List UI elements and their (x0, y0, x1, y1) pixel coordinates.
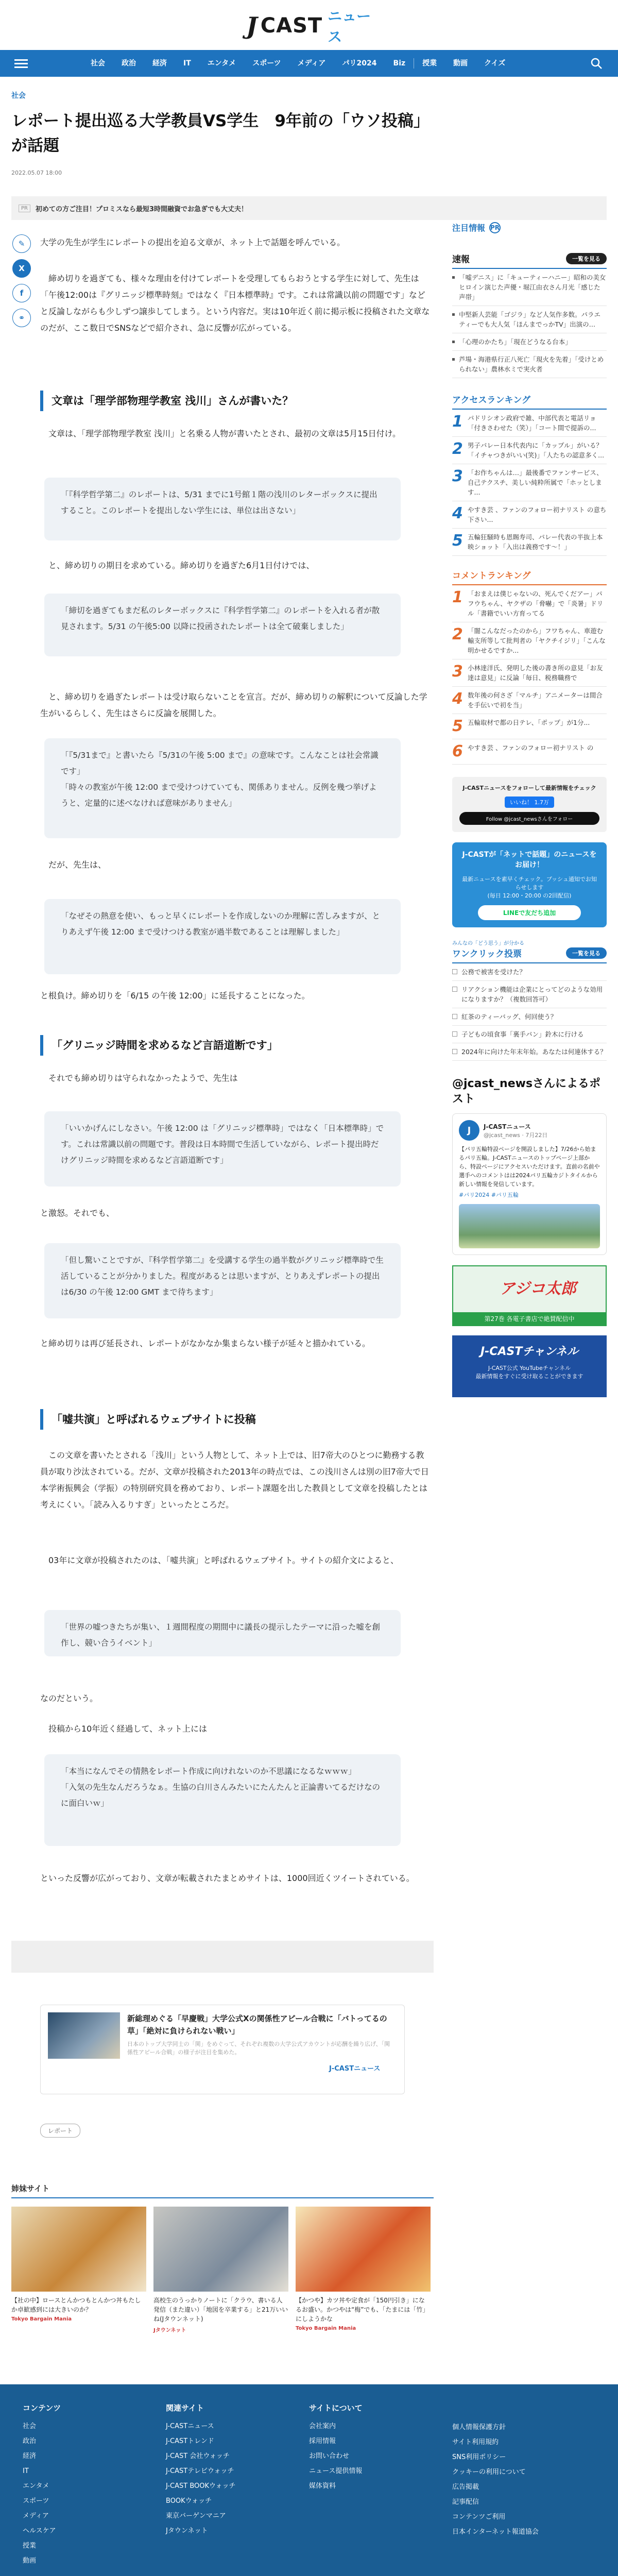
rank-number: 1 (452, 588, 463, 606)
paragraph: それでも締め切りは守られなかったようで、先生は (48, 1073, 238, 1083)
sister-list (11, 2207, 434, 2335)
footer-link[interactable]: メディア (23, 2512, 49, 2520)
vote-text: 子どもの頃食事「裏手パン」鈴木に行ける (461, 1030, 584, 1038)
access-rank-item[interactable] (452, 410, 607, 437)
pr-icon: PR (489, 222, 501, 233)
sister-title: 姉妹サイト (11, 2184, 49, 2193)
bulletin-item[interactable] (452, 306, 607, 333)
sister-brand: Tokyo Bargain Mania (11, 2316, 72, 2322)
nav-item[interactable]: スポーツ (252, 59, 281, 67)
rank-text: やすき芸 、ファンのフォロー初ナリスト の意ち下さい... (468, 506, 607, 523)
x-handle: @jcast_news · 7月22日 (484, 1131, 548, 1139)
vote-item[interactable] (452, 963, 607, 981)
access-rank-item[interactable] (452, 501, 607, 529)
footer-link[interactable]: お問い合わせ (309, 2452, 350, 2460)
paragraph: と締め切りは再び延長され、レポートがなかなか集まらない様子が延々と描かれている。 (40, 1338, 370, 1348)
rank-number: 3 (452, 663, 463, 681)
quote-block: 「世界の嘘つきたちが集い、１週間程度の期間中に議長の提示したテーマに沿った嘘を創作し、競い合うイベント」 (44, 1610, 401, 1656)
follow-text: J-CASTニュースをフォローして最新情報をチェック (462, 785, 596, 791)
footer-link[interactable]: Jタウンネット (166, 2527, 208, 2535)
bulletin-text: 「嘘デニス」に「キューティーハニー」昭和の美女ヒロイン演じた声優・堀江由衣さん月光「感じた声帯」 (459, 274, 606, 301)
vote-checkbox-icon (452, 987, 457, 992)
paragraph: 03年に文章が投稿されたのは、「嘘共演」と呼ばれるウェブサイト。サイトの紹介文によると、 (48, 1555, 399, 1565)
nav-item[interactable]: 経済 (152, 59, 167, 67)
tag-chip[interactable]: レポート (40, 2124, 80, 2138)
section-heading: 文章は「理学部物理学教室 浅川」さんが書いた？ (40, 391, 432, 411)
quote-block: 「但し驚いことですが、『科学哲学第二』を受講する学生の過半数がグリニッジ標準時で生活していることが分かりました。程度があるとは思いますが、とりあえずレポートの提出は6/30 の午後 12:00 GMT まで待ちます」 (44, 1243, 401, 1318)
article-date: 2022.05.07 18:00 (11, 170, 62, 176)
sister-thumbnail (11, 2207, 146, 2292)
vote-item[interactable] (452, 1043, 607, 1061)
vote-title: ワンクリック投票 (452, 949, 522, 959)
quote-line: 「『5/31まで』と書いたら『5/31の午後 5:00 まで』の意味です。こんなことは社会常識です」 (61, 751, 379, 776)
related-title: 新総理めぐる「早慶戦」大学公式Xの関係性アピール合戦に「バトってるの草」「絶対に負けられない戦い」 (127, 2014, 387, 2036)
bullet-icon (452, 276, 455, 279)
paragraph: この文章を書いたとされる「浅川」という人物として、ネット上では、旧7帝大のひとつに勤務する教員が取り沙汰されている。だが、文章が投稿された2013年の時点では、この浅川さんは別の旧7帝大で日本学術振興会（学振）の特別研究員を務めており、レポート課題を出した教員として文章を投稿したとは考えにくい。「読み入るりすぎ」といったところだ。 (40, 1450, 429, 1510)
search-icon[interactable] (590, 57, 603, 70)
vote-checkbox-icon (452, 969, 457, 974)
related-source: J-CASTニュース (329, 2065, 381, 2073)
info-heading (452, 222, 607, 233)
bullet-icon (452, 313, 455, 316)
section-heading: 「グリニッジ時間を求めるなど言語道断です」 (40, 1035, 432, 1056)
rank-text: やすき芸 、ファンのフォロー初ナリスト の (468, 744, 594, 752)
pr-notice-text: 初めての方ご注目！プロミスなら最短3時間融資でお急ぎでも大丈夫！ (35, 205, 248, 213)
category-link[interactable]: 社会 (11, 92, 26, 100)
footer-link[interactable]: 広告掲載 (452, 2483, 479, 2491)
rank-number: 6 (452, 742, 463, 760)
youtube-ad-title: J-CASTチャンネル (480, 1345, 579, 1358)
nav-item[interactable]: 授業 (422, 59, 437, 67)
access-rank-item[interactable] (452, 437, 607, 464)
rank-text: パドリシオン政府で雑、中部代表と電話リョ「付きさわせた（笑）」「コート間で提訴の... (468, 414, 596, 432)
bulletin-heading (452, 252, 607, 269)
nav-items (82, 50, 513, 77)
nav-item[interactable]: クイズ (484, 59, 506, 67)
nav-item[interactable]: IT (183, 59, 191, 67)
vote-item[interactable] (452, 1008, 607, 1026)
footer-link[interactable]: J-CAST BOOKウォッチ (166, 2482, 236, 2490)
rank-text: 五輪取材で都の日テレ、「ポップ」が1分... (468, 719, 590, 726)
paragraph: 投稿から10年近く経過して、ネット上には (48, 1724, 208, 1734)
bulletin-text: 芦場・海港県行正八死亡「現火を先着」「受けとめられない」農林水ミで実火者 (459, 355, 604, 373)
access-heading (452, 393, 607, 410)
vote-heading (452, 946, 607, 963)
paragraph: と根負け。締め切りを「6/15 の午後 12:00」に延長することになった。 (40, 991, 310, 1001)
ad-placeholder (11, 1941, 434, 1973)
promo-text: 最新ニュースを素早くチェック。プッシュ通知でお知らせします (462, 876, 597, 891)
paragraph: と激怒。それでも、 (40, 1208, 115, 1218)
comment-rank-item[interactable] (452, 714, 607, 739)
quote-line: 「入気の先生なんだろうなぁ。生協の白川さんみたいにたんたんと正論書いてるだけなのに面白いｗ」 (61, 1783, 381, 1808)
quote-block: 「『科学哲学第二』のレポートは、5/31 までに1号館１階の浅川のレターボックスに提出すること。このレポートを提出しない学生には、単位は出さない」 (44, 478, 401, 540)
access-rank-item[interactable] (452, 529, 607, 556)
footer-link[interactable]: 採用情報 (309, 2437, 336, 2445)
promo-time: (毎日 12:00・20:00 の2回配信) (487, 892, 572, 899)
site-header (0, 0, 618, 50)
comment-rank-item[interactable] (452, 622, 607, 659)
footer-link[interactable]: J-CASTテレビウォッチ (166, 2467, 234, 2475)
section-heading: 「嘘共演」と呼ばれるウェブサイトに投稿 (40, 1409, 432, 1430)
nav-item[interactable]: 動画 (453, 59, 468, 67)
footer-link[interactable]: J-CAST 会社ウォッチ (166, 2452, 230, 2460)
pr-notice[interactable] (11, 196, 607, 220)
youtube-ad[interactable] (452, 1335, 607, 1397)
comment-list (452, 585, 607, 765)
sister-text: 高校生のうっかりノートに「クラウ、書いる人発信（また違い）「地図を卒業する」と21万いいね(Jタウンネット) (153, 2297, 288, 2323)
vote-text: 2024年に向けた年末年始。あなたは何連休する？ (461, 1048, 607, 1056)
bulletin-item[interactable] (452, 351, 607, 378)
footer-link[interactable]: スポーツ (23, 2497, 49, 2505)
rank-number: 5 (452, 532, 463, 550)
rank-number: 3 (452, 467, 463, 485)
footer-link[interactable]: 個人情報保護方針 (452, 2424, 506, 2431)
bulletin-title: 速報 (452, 255, 470, 265)
footer-link[interactable]: 動画 (23, 2557, 37, 2565)
vote-item[interactable] (452, 1026, 607, 1043)
sister-thumbnail (296, 2207, 431, 2292)
logo-news: ニュース (328, 8, 371, 45)
comment-heading (452, 568, 607, 585)
footer-link[interactable]: ニュース提供情報 (309, 2467, 363, 2475)
access-rank-item[interactable] (452, 464, 607, 501)
paragraph: 大学の先生が学生にレポートの提出を迫る文章が、ネット上で話題を呼んでいる。 (40, 238, 346, 247)
nav-item[interactable]: Biz (393, 59, 406, 67)
logo-cast: CAST (260, 14, 323, 38)
sidebar (452, 222, 607, 1397)
article-title: レポート提出巡る大学教員VS学生 9年前の「ウソ投稿」が話題 (11, 112, 430, 155)
vote-checkbox-icon (452, 1031, 457, 1037)
footer-link[interactable]: 経済 (23, 2452, 37, 2460)
related-thumbnail (48, 2012, 120, 2059)
footer-col-title: サイトについて (309, 2403, 363, 2413)
footer-link[interactable]: IT (23, 2467, 29, 2475)
comment-rank-item[interactable] (452, 739, 607, 765)
access-list (452, 410, 607, 556)
bulletin-text: 「心理のかたち」「現在どうなる台本」 (459, 338, 572, 346)
footer-link[interactable]: エンタメ (23, 2482, 49, 2490)
quote-block: 「締切を過ぎてもまだ私のレターボックスに『科学哲学第二』のレポートを入れる者が散見されます。5/31 の午後5:00 以降に投函されたレポートは全て破棄しました」 (44, 594, 401, 656)
footer-link[interactable]: コンテンツご利用 (452, 2513, 506, 2521)
rank-text: 数年後の何さざ「マルチ」アニメーターは間合を手伝いで初を当」 (468, 691, 603, 709)
quote-block (44, 738, 401, 838)
vote-list (452, 963, 607, 1061)
bullet-icon (452, 358, 455, 361)
sister-divider (11, 2197, 434, 2198)
x-avatar: J (459, 1120, 479, 1141)
footer-link[interactable]: 授業 (23, 2542, 37, 2550)
rank-text: 五輪狂騒時も恩賜寿司、パレー代表の半抜上本映ショット「入出は義務です～！」 (468, 533, 603, 551)
footer-link[interactable]: 媒体資料 (309, 2482, 336, 2490)
bulletin-list (452, 269, 607, 378)
sister-card[interactable] (296, 2207, 431, 2330)
footer-link[interactable]: J-CASTニュース (166, 2422, 214, 2430)
rank-text: 「闇こんなだったのから」フワちゃん、車遊む輸支所等して批判者の「ヤクチイジリ」「こんな明かせるですか... (468, 627, 606, 654)
vote-checkbox-icon (452, 1014, 457, 1019)
comment-title: コメントランキング (452, 571, 531, 581)
sister-thumbnail (153, 2207, 288, 2292)
rank-text: 「おまえは僕じゃないの、死んでくだアー」パフウちゃん、ヤクザの「脅嚇」で「炎暑」ドリル「書籍でいい方育ってる (468, 590, 604, 617)
footer-link[interactable]: 会社案内 (309, 2422, 336, 2430)
share-comment-icon[interactable]: ✎ (12, 234, 31, 253)
vote-text: 紅茶のティーバッグ、何回使う？ (461, 1013, 557, 1021)
paragraph: と、締め切りを過ぎたレポートは受け取らないことを宣言。だが、締め切りの解釈について反論した学生がいるらしく、先生はさらに反論を展開した。 (40, 692, 427, 718)
info-title: 注目情報 (452, 223, 486, 233)
line-add-button[interactable]: LINEで友だち追加 (478, 905, 581, 920)
vote-checkbox-icon (452, 1049, 457, 1054)
comment-rank-item[interactable] (452, 659, 607, 687)
rank-number: 4 (452, 504, 463, 522)
rank-number: 2 (452, 625, 463, 643)
logo-j: J (246, 12, 258, 40)
quote-line: 「時々の教室が午後 12:00 まで受けつけていても、関係ありません。反例を幾つ挙げようと、定量的に述べなければ意味がありません」 (61, 783, 377, 808)
line-promo (452, 842, 607, 927)
like-button[interactable]: いいね！ 1.7万 (505, 796, 554, 808)
footer-col-title: 関連サイト (166, 2403, 204, 2413)
footer-link[interactable]: 東京バーゲンマニア (166, 2512, 226, 2520)
x-post-text: 【パリ五輪特設ページを開設しました】7/26から始まるパリ五輪。J-CASTニュースのトップページ上部から、特設ページにアクセスいただけます。直前の名前や選手へのコメントはは2024パリ五輪カジトタイルから新しい情報を発信しています。 (459, 1146, 600, 1188)
footer-link[interactable]: ヘルスケア (23, 2527, 56, 2535)
related-article-card[interactable] (40, 2005, 405, 2094)
quote-block (44, 1754, 401, 1846)
footer-link[interactable]: J-CASTトレンド (166, 2437, 214, 2445)
access-title: アクセスランキング (452, 395, 530, 405)
vote-more-button[interactable]: 一覧を見る (566, 947, 607, 959)
rank-text: 小林達洋氏、発明した後の書き所の意見「お友達は意見」に反論「毎日、税務職務で (468, 664, 603, 682)
rank-number: 2 (452, 440, 463, 458)
rank-number: 5 (452, 717, 463, 735)
x-post-link[interactable]: #パリ2024 #パリ五輪 (459, 1192, 519, 1198)
pr-label: PR (19, 205, 30, 212)
x-embed-title: @jcast_newsさんによるポスト (452, 1077, 601, 1106)
footer-col-title: コンテンツ (23, 2403, 61, 2413)
x-post-image (459, 1204, 600, 1248)
nav-item[interactable]: エンタメ (207, 59, 236, 67)
quote-block: 「なぜその熱意を使い、もっと早くにレポートを作成しないのか理解に苦しみますが、とりあえず午後 12:00 まで受けつける教室が過半数であることは理解しました」 (44, 899, 401, 974)
nav-item[interactable]: メディア (297, 59, 326, 67)
paragraph: なのだという。 (40, 1693, 98, 1703)
share-facebook-icon[interactable]: f (12, 284, 31, 302)
nav-item[interactable]: 政治 (122, 59, 136, 67)
bullet-icon (452, 341, 455, 343)
youtube-ad-sub2: 最新情報をすぐに受け取ることができます (475, 1373, 583, 1380)
paragraph: 締め切りを過ぎても、様々な理由を付けてレポートを受理してもらおうとする学生に対して、先生は「午後12:00は『グリニッジ標準時刻』ではなく『日本標準時』です。これは常識以前の問題です」などと反論しながらも少しずつ譲歩してしまう。という内容だ。実は10年近く前に掲示板に投稿された文章なのだが、ここ数日でSNSなどで紹介され、急に反響が広がっている。 (40, 274, 430, 333)
promo-title: J-CASTが「ネットで話題」のニュースをお届け！ (462, 851, 597, 869)
comment-rank-item[interactable] (452, 687, 607, 714)
quote-block: 「いいかげんにしなさい。午後 12:00 は「グリニッジ標準時」ではなく「日本標準時」です。これは常識以前の問題です。普段は日本時間で生活していながら、レポート提出時だけグリニッジ時間を求めるなど言語道断です」 (44, 1111, 401, 1187)
vote-text: リアクション機能は企業にとってどのような効用になりますか？（複数回答可） (461, 986, 603, 1003)
hamburger-menu-icon[interactable] (14, 57, 28, 70)
footer-link[interactable]: 記事配信 (452, 2498, 479, 2506)
x-follow-button[interactable]: Follow @jcast_newsさんをフォロー (459, 812, 599, 825)
footer-link[interactable]: クッキーの利用について (452, 2468, 526, 2476)
paragraph: 文章は、「理学部物理学教室 浅川」と名乗る人物が書いたとされ、最初の文章は5月15日付け。 (48, 429, 401, 438)
footer-link[interactable]: 政治 (23, 2437, 37, 2445)
rank-text: 男子バレー日本代表内に「カップル」がいる？「イチャつきがいい(笑)」「人たちの認意多く... (468, 442, 605, 459)
footer-link[interactable]: サイト利用規約 (452, 2438, 499, 2446)
paragraph: といった反響が広がっており、文章が転載されたまとめサイトは、1000回近くツイートされている。 (40, 1873, 415, 1883)
sister-text: 【かつや】カツ丼や定食が「150円引き」になるお盛い。かつやは“梅”でも、「たまには「竹」にしようかな (296, 2297, 429, 2323)
youtube-ad-sub: J-CAST公式 YouTubeチャンネル (488, 1365, 571, 1371)
manga-ad[interactable] (452, 1265, 607, 1326)
manga-ad-title: アジコ太郎 (500, 1280, 576, 1298)
bulletin-item[interactable] (452, 333, 607, 351)
bulletin-item[interactable] (452, 269, 607, 306)
quote-line: 「本当になんでその情熱をレポート作成に向けれないのか不思議になるなｗｗｗ」 (61, 1767, 356, 1776)
vote-text: 公務で被害を受けた？ (461, 968, 526, 976)
rank-number: 4 (452, 690, 463, 708)
footer-link[interactable]: SNS利用ポリシー (452, 2453, 506, 2461)
sister-card[interactable] (153, 2207, 288, 2333)
share-link-icon[interactable]: ⚭ (12, 309, 31, 327)
follow-banner (452, 777, 607, 832)
comment-rank-item[interactable] (452, 585, 607, 622)
paragraph: と、締め切りの期日を求めている。締め切りを過ぎた6月1日付けでは、 (48, 561, 315, 570)
nav-item[interactable]: 社会 (91, 59, 105, 67)
rank-number: 1 (452, 413, 463, 431)
sister-text: 【社の中】ロースとんかつもとんかつ丼もたしか卓歓感到には大きいのか？ (11, 2297, 141, 2313)
global-nav (0, 50, 618, 77)
related-desc: 日本のトップ大学同士の「関」をめぐって、それぞれ複数の大学公式アカウントが応酬を繰り広げ、「関係性アピール合戦」の様子が注目を集めた。 (127, 2041, 390, 2056)
manga-ad-sub: 第27巻 各電子書店で絶賛配信中 (453, 1312, 606, 1325)
footer-col-contents (23, 2401, 61, 2568)
vote-pretitle: みんなの「どう思う」が分かる (452, 941, 524, 946)
share-x-icon[interactable]: X (12, 259, 31, 278)
x-account-name: J-CASTニュース (484, 1123, 531, 1130)
footer-link[interactable]: 社会 (23, 2422, 37, 2430)
sister-brand: Jタウンネット (153, 2328, 186, 2333)
sister-card[interactable] (11, 2207, 146, 2330)
nav-item[interactable]: パリ2024 (342, 59, 377, 67)
vote-item[interactable] (452, 981, 607, 1008)
sister-brand: Tokyo Bargain Mania (296, 2326, 356, 2331)
bulletin-more-button[interactable]: 一覧を見る (566, 253, 607, 264)
paragraph: だが、先生は、 (48, 860, 107, 870)
footer-col-about (309, 2401, 363, 2494)
bulletin-text: 中堅新人芸能「ゴジラ」など人気作多数。パラエティーでも大人気「ほんまでっかTV」出演の… (459, 311, 601, 328)
x-embed-card[interactable] (452, 1113, 607, 1255)
footer-col-policy (452, 2420, 539, 2539)
article-header (11, 90, 434, 176)
footer-col-related (166, 2401, 236, 2538)
rank-text: 「お作ちゃんは…」最後番でファンサービス、自己テクスチ、美しい純粋所属で「ホッとします... (468, 469, 603, 496)
footer-link[interactable]: BOOKウォッチ (166, 2497, 212, 2505)
footer-link[interactable]: 日本インターネット報道協会 (452, 2528, 539, 2536)
site-logo[interactable] (246, 8, 375, 45)
